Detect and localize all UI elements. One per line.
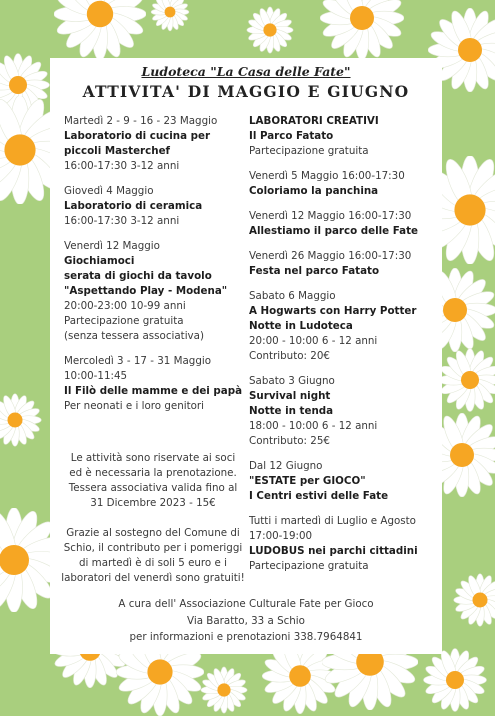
event-detail: Partecipazione gratuita [249,144,435,159]
event-title: LUDOBUS nei parchi cittadini [249,544,435,559]
event-title: Laboratorio di ceramica [64,199,250,214]
daisy-flower [453,573,495,627]
event-title: Il Filò delle mamme e dei papà [64,384,250,399]
event-detail: Mercoledì 3 - 17 - 31 Maggio [64,354,250,369]
event-detail: Partecipazione gratuita [64,314,250,329]
event-detail: Martedì 2 - 9 - 16 - 23 Maggio [64,114,250,129]
event-title: piccoli Masterchef [64,144,250,159]
event-detail: Giovedì 4 Maggio [64,184,250,199]
right-column [249,114,435,584]
footer-line: per informazioni e prenotazioni 338.7964841 [50,629,442,646]
event-title: Coloriamo la panchina [249,184,435,199]
event-detail: Sabato 6 Maggio [249,289,435,304]
event-block [64,354,250,414]
event-block [64,184,250,229]
event-block [249,289,435,364]
notice-line: laboratori del venerdì sono gratuiti! [56,571,250,586]
event-detail: 16:00-17:30 3-12 anni [64,159,250,174]
event-detail: Contributo: 20€ [249,349,435,364]
event-detail: Sabato 3 Giugno [249,374,435,389]
event-title: A Hogwarts con Harry Potter [249,304,435,319]
page-title: ATTIVITA' DI MAGGIO E GIUGNO [50,82,442,101]
event-block [249,169,435,199]
notice-line: Tessera associativa valida fino al [56,481,250,496]
notice-line: 31 Dicembre 2023 - 15€ [56,496,250,511]
event-detail: 16:00-17:30 3-12 anni [64,214,250,229]
event-detail: Venerdì 5 Maggio 16:00-17:30 [249,169,435,184]
event-detail: Venerdì 12 Maggio 16:00-17:30 [249,209,435,224]
event-detail: (senza tessera associativa) [64,329,250,344]
membership-notice [56,451,250,511]
daisy-flower [54,0,146,60]
event-block [249,459,435,504]
event-block [64,239,250,344]
event-block [249,374,435,449]
event-block [249,249,435,279]
sponsor-notice [56,526,250,586]
event-title: "ESTATE per GIOCO" [249,474,435,489]
event-title: Giochiamoci [64,254,250,269]
daisy-flower [438,348,495,412]
footer-contacts [50,596,442,646]
event-detail: Per neonati e i loro genitori [64,399,250,414]
event-title: Notte in tenda [249,404,435,419]
daisy-flower [200,666,248,714]
activities-card [50,58,442,654]
footer-line: Via Baratto, 33 a Schio [50,613,442,630]
event-title: Festa nel parco Fatato [249,264,435,279]
event-detail: Contributo: 25€ [249,434,435,449]
event-title: serata di giochi da tavolo [64,269,250,284]
event-title: Laboratorio di cucina per [64,129,250,144]
daisy-flower [423,648,487,712]
event-title: Notte in Ludoteca [249,319,435,334]
event-title: Allestiamo il parco delle Fate [249,224,435,239]
event-block [249,114,435,159]
event-title: LABORATORI CREATIVI [249,114,435,129]
event-block [249,514,435,574]
notice-line: ed è necessaria la prenotazione. [56,466,250,481]
event-detail: 17:00-19:00 [249,529,435,544]
daisy-flower [0,393,42,447]
footer-line: A cura dell' Associazione Culturale Fate per Gioco [50,596,442,613]
notice-line: di martedì è di soli 5 euro e i [56,556,250,571]
event-detail: 20:00 - 10:00 6 - 12 anni [249,334,435,349]
event-block [249,209,435,239]
event-block [64,114,250,174]
daisy-flower [246,6,294,54]
header [50,64,442,101]
daisy-flower [320,0,404,60]
event-title: Il Parco Fatato [249,129,435,144]
left-column [64,114,250,424]
notice-line: Schio, il contributo per i pomeriggi [56,541,250,556]
event-title: Survival night [249,389,435,404]
event-detail: Dal 12 Giugno [249,459,435,474]
daisy-flower [150,0,190,32]
notice-line: Grazie al sostegno del Comune di [56,526,250,541]
event-detail: Venerdì 12 Maggio [64,239,250,254]
event-title: "Aspettando Play - Modena" [64,284,250,299]
event-detail: 20:00-23:00 10-99 anni [64,299,250,314]
notice-line: Le attività sono riservate ai soci [56,451,250,466]
event-detail: Tutti i martedì di Luglio e Agosto [249,514,435,529]
event-detail: 10:00-11:45 [64,369,250,384]
event-detail: Venerdì 26 Maggio 16:00-17:30 [249,249,435,264]
event-detail: Partecipazione gratuita [249,559,435,574]
event-title: I Centri estivi delle Fate [249,489,435,504]
event-detail: 18:00 - 10:00 6 - 12 anni [249,419,435,434]
ludoteca-name: Ludoteca "La Casa delle Fate" [50,64,442,79]
